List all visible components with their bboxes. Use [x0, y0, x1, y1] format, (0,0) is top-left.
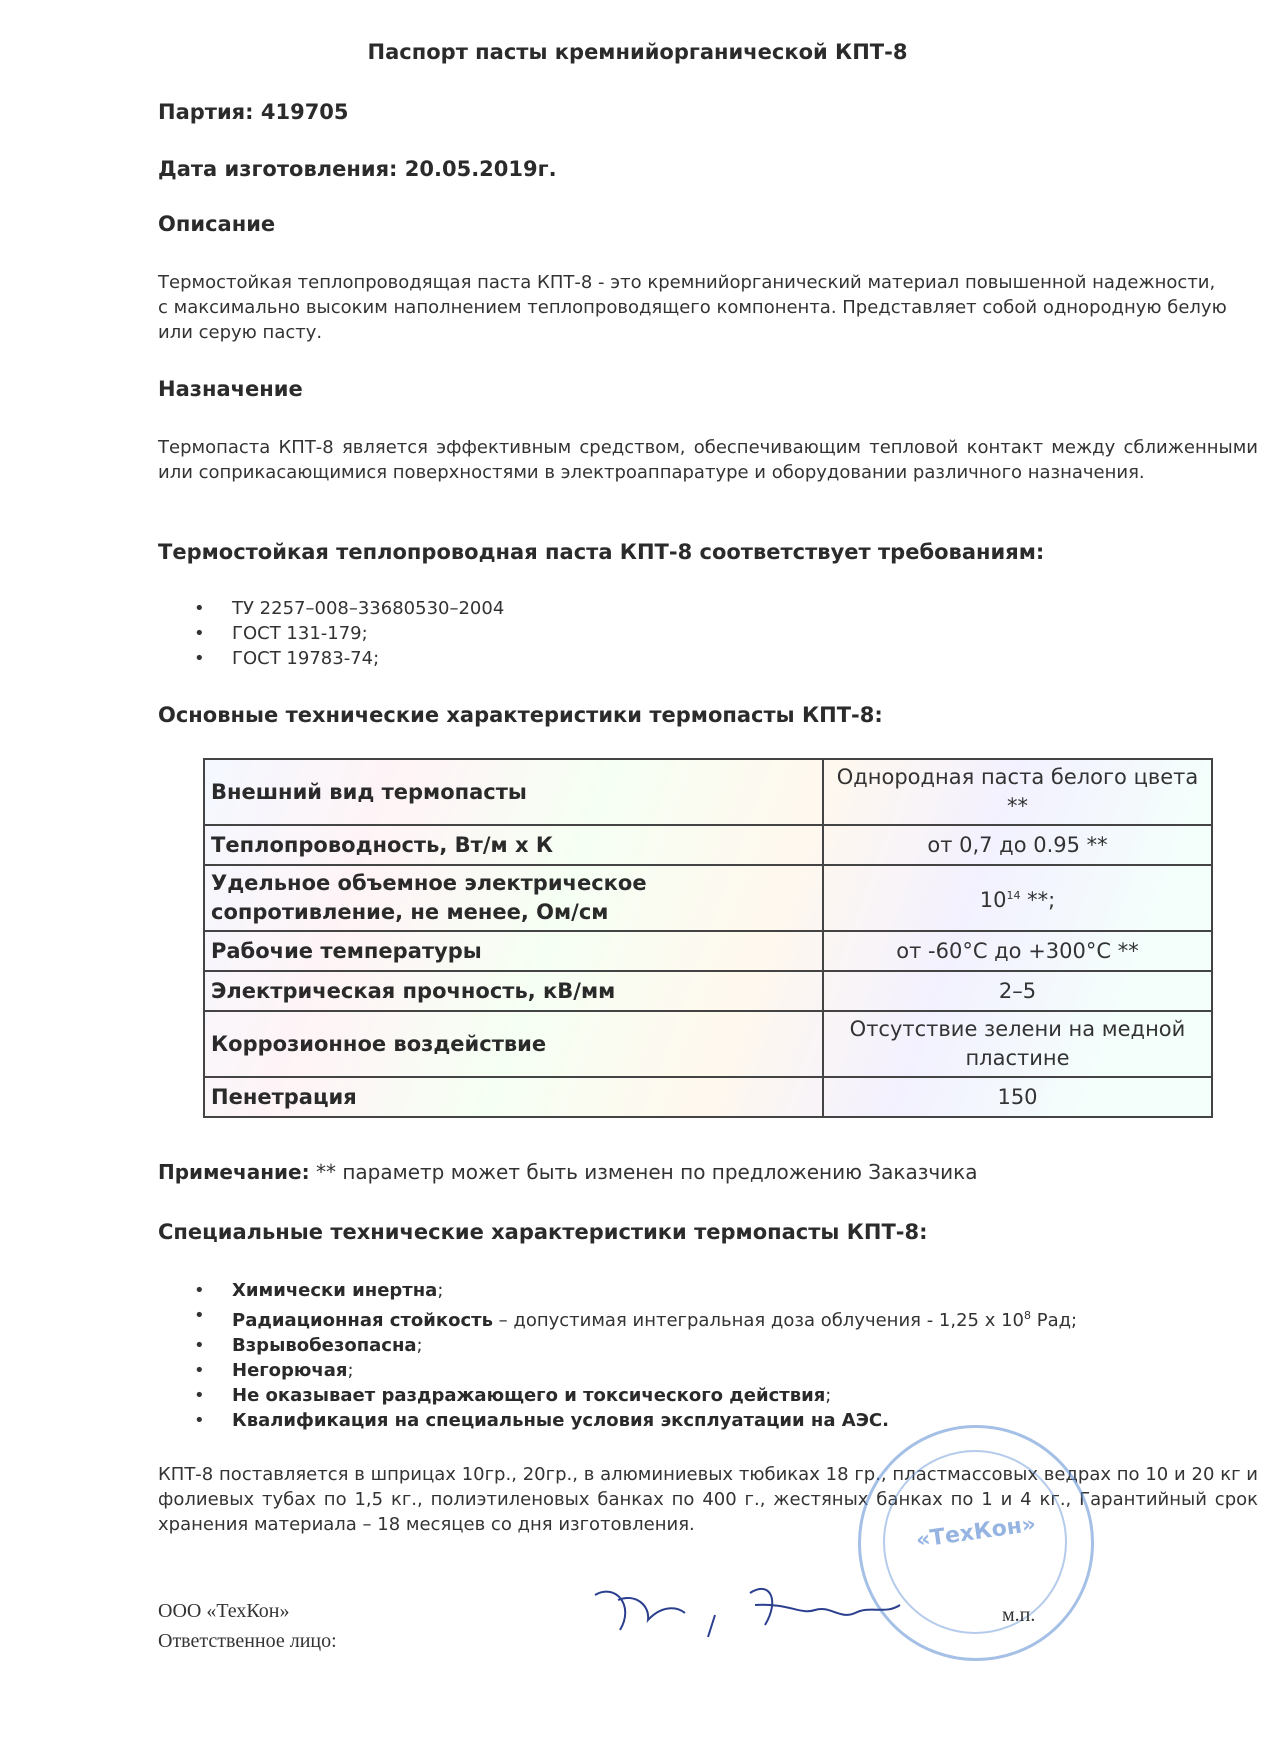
- purpose-heading: Назначение: [158, 377, 303, 401]
- value-exponent: 14: [1006, 889, 1021, 902]
- list-item: [188, 1383, 1077, 1408]
- spec-key: Удельное объемное электрическое сопротивление, не менее, Ом/см: [204, 865, 823, 931]
- spec-value: Однородная паста белого цвета **: [823, 759, 1212, 825]
- document-title: Паспорт пасты кремнийорганической КПТ-8: [367, 40, 908, 64]
- item-exponent: 8: [1024, 1309, 1031, 1322]
- note-line: [158, 1160, 978, 1184]
- value-base: 10: [979, 888, 1007, 912]
- company-name: ООО «ТехКон»: [158, 1600, 290, 1622]
- spec-key: Рабочие температуры: [204, 931, 823, 971]
- item-bold: Радиационная стойкость: [232, 1310, 493, 1331]
- spec-key: Внешний вид термопасты: [204, 759, 823, 825]
- responsible-label: Ответственное лицо:: [158, 1630, 337, 1652]
- spec-value: Отсутствие зелени на медной пластине: [823, 1011, 1212, 1077]
- list-item: [188, 1333, 1077, 1358]
- requirements-list: [188, 596, 504, 671]
- item-rest: – допустимая интегральная доза облучения - 1,25 х 10: [492, 1310, 1024, 1331]
- spec-value: 150: [823, 1077, 1212, 1117]
- delivery-text: КПТ-8 поставляется в шприцах 10гр., 20гр., в алюминиевых тюбиках 18 гр., пластмассовых ведрах по 10 и 20 кг и фолиевых тубах по 1,5 кг., полиэтиленовых банках по 400 г., жестяных банках по 1 и 4 кг., Гарантийный срок хранения материала – 18 месяцев со дня изготовления.: [158, 1464, 1258, 1535]
- list-item: • ГОСТ 19783-74;: [188, 646, 504, 671]
- spec-key: Коррозионное воздействие: [204, 1011, 823, 1077]
- special-list: [188, 1278, 1077, 1433]
- stamp-name: «ТехКон»: [914, 1511, 1038, 1554]
- item-bold: Не оказывает раздражающего и токсического действия: [232, 1385, 826, 1406]
- batch-line: Партия: 419705: [158, 100, 349, 124]
- item-rest: ;: [437, 1280, 444, 1301]
- list-item: [188, 1278, 1077, 1303]
- purpose-text: Термопаста КПТ-8 является эффективным средством, обеспечивающим тепловой контакт между сближенными или соприкасающимися поверхностями в электроаппаратуре и оборудовании различного назначения.: [158, 437, 1258, 483]
- specs-table: [203, 758, 1213, 1118]
- seal-mark: м.п.: [1002, 1604, 1036, 1626]
- list-item: • ТУ 2257–008–33680530–2004: [188, 596, 504, 621]
- special-heading: Специальные технические характеристики термопасты КПТ-8:: [158, 1220, 928, 1244]
- spec-key: Пенетрация: [204, 1077, 823, 1117]
- item-tail: Рад;: [1031, 1310, 1078, 1331]
- table-row: [204, 1077, 1212, 1117]
- table-row: [204, 971, 1212, 1011]
- value-suffix: **;: [1020, 888, 1056, 912]
- table-row: [204, 1011, 1212, 1077]
- table-row: [204, 825, 1212, 865]
- specs-heading: Основные технические характеристики термопасты КПТ-8:: [158, 703, 883, 727]
- note-text: ** параметр может быть изменен по предложению Заказчика: [315, 1160, 978, 1184]
- spec-value: 2–5: [823, 971, 1212, 1011]
- spec-value: [823, 865, 1212, 931]
- spec-key: Теплопроводность, Вт/м х К: [204, 825, 823, 865]
- note-label: Примечание:: [158, 1160, 310, 1184]
- list-item: [188, 1303, 1077, 1333]
- description-text: Термостойкая теплопроводящая паста КПТ-8 - это кремнийорганический материал повышенной надежности, с максимально высоким наполнением теплопроводящего компонента. Представляет собой однородную белую или серую пасту.: [158, 272, 1227, 343]
- list-item: [188, 1358, 1077, 1383]
- table-row: [204, 759, 1212, 825]
- description-heading: Описание: [158, 212, 276, 236]
- requirements-heading: Термостойкая теплопроводная паста КПТ-8 соответствует требованиям:: [158, 540, 1045, 564]
- item-bold: Квалификация на специальные условия эксплуатации на АЭС.: [232, 1410, 889, 1431]
- item-rest: ;: [347, 1360, 354, 1381]
- spec-key: Электрическая прочность, кВ/мм: [204, 971, 823, 1011]
- manufacture-date: Дата изготовления: 20.05.2019г.: [158, 157, 557, 181]
- signature-image: [590, 1575, 920, 1655]
- item-bold: Химически инертна: [232, 1280, 438, 1301]
- spec-value: от -60°С до +300°С **: [823, 931, 1212, 971]
- list-item: • ГОСТ 131-179;: [188, 621, 504, 646]
- item-rest: ;: [825, 1385, 832, 1406]
- spec-value: от 0,7 до 0.95 **: [823, 825, 1212, 865]
- table-row: [204, 931, 1212, 971]
- item-bold: Взрывобезопасна: [232, 1335, 417, 1356]
- item-bold: Негорючая: [232, 1360, 348, 1381]
- item-rest: ;: [416, 1335, 423, 1356]
- table-row: [204, 865, 1212, 931]
